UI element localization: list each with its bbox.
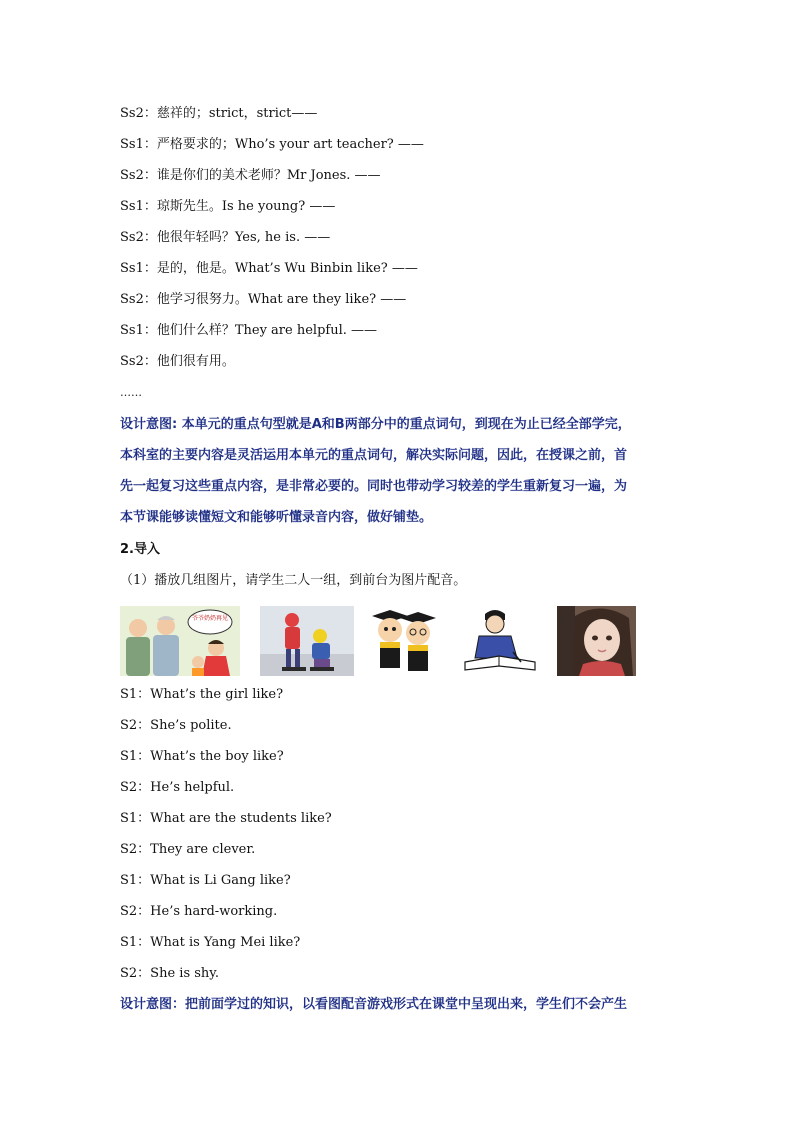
girl-polite-illustration [120, 606, 240, 676]
yang-mei-shy-illustration [557, 606, 636, 676]
dialogue-line: Ss1：是的，他是。What’s Wu Binbin like? —— [120, 261, 418, 276]
dialogue-line: S1：What are the students like? [120, 811, 332, 826]
design-intent-line: 设计意图：把前面学过的知识，以看图配音游戏形式在课堂中呈现出来，学生们不会产生 [120, 997, 628, 1012]
design-intent-line: 本节课能够读懂短文和能够听懂录音内容，做好铺垫。 [120, 510, 433, 525]
girl-polite-picture [120, 606, 240, 676]
dialogue-line: S2：They are clever. [120, 842, 256, 857]
dialogue-line: Ss1：他们什么样？They are helpful. —— [120, 323, 378, 338]
boy-helpful-picture [260, 606, 354, 676]
instruction-text: （1）播放几组图片，请学生二人一组，到前台为图片配音。 [120, 573, 467, 588]
boy-helpful-illustration [260, 606, 354, 676]
section-heading: 2.导入 [120, 542, 160, 557]
students-clever-picture [366, 606, 440, 676]
speech-bubble-text: 爷爷奶奶再见 [191, 615, 229, 622]
dialogue-line: S2：He’s hard-working. [120, 904, 278, 919]
students-clever-illustration [366, 606, 440, 676]
yang-mei-shy-picture [557, 606, 636, 676]
design-intent-line: 本科室的主要内容是灵活运用本单元的重点词句，解决实际问题，因此，在授课之前，首 [120, 448, 628, 463]
li-gang-hardworking-illustration [455, 606, 545, 676]
dialogue-line: S2：She’s polite. [120, 718, 232, 733]
dialogue-line: S1：What is Li Gang like? [120, 873, 291, 888]
dialogue-line: S2：She is shy. [120, 966, 220, 981]
dialogue-line: Ss2：他学习很努力。What are they like? —— [120, 292, 407, 307]
design-intent-line: 设计意图: 本单元的重点句型就是A和B两部分中的重点词句，到现在为止已经全部学完， [120, 417, 631, 432]
dialogue-line: S1：What is Yang Mei like? [120, 935, 301, 950]
dialogue-line: S1：What’s the girl like? [120, 687, 284, 702]
dialogue-line: Ss2：慈祥的；strict，strict—— [120, 106, 318, 121]
li-gang-hardworking-picture [455, 606, 545, 676]
dialogue-line: Ss2：谁是你们的美术老师？Mr Jones. —— [120, 168, 381, 183]
dialogue-line: Ss1：严格要求的；Who’s your art teacher? —— [120, 137, 424, 152]
ellipsis: …… [120, 386, 142, 399]
dialogue-line: Ss2：他很年轻吗？Yes, he is. —— [120, 230, 331, 245]
dialogue-line: S1：What’s the boy like? [120, 749, 284, 764]
design-intent-line: 先一起复习这些重点内容，是非常必要的。同时也带动学习较差的学生重新复习一遍，为 [120, 479, 628, 494]
dialogue-line: S2：He’s helpful. [120, 780, 235, 795]
dialogue-line: Ss1：琼斯先生。Is he young? —— [120, 199, 336, 214]
dialogue-line: Ss2：他们很有用。 [120, 354, 235, 369]
